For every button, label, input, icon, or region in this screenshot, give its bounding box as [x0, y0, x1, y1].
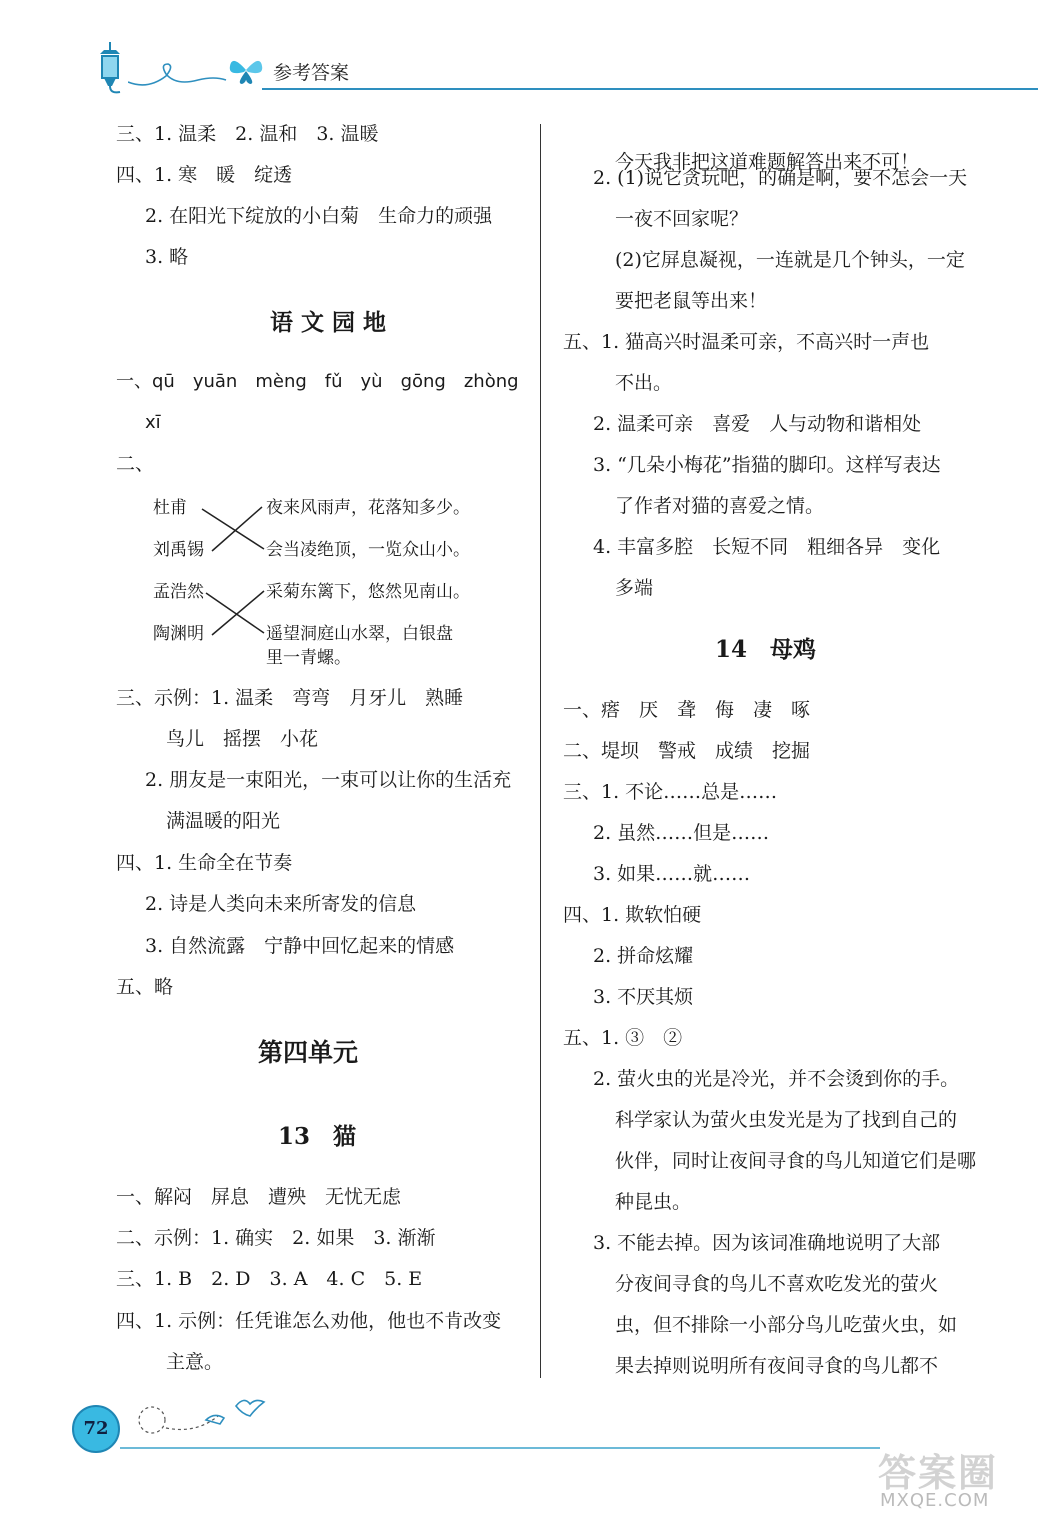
lesson-heading: 13 猫: [278, 1123, 357, 1150]
answer-line: 2. 朋友是一束阳光，一束可以让你的生活充: [145, 769, 512, 791]
answer-line: 鸟儿 摇摆 小花: [166, 728, 319, 750]
watermark: MXQE.COM: [880, 1490, 990, 1511]
poem-line: 里一青螺。: [266, 648, 351, 668]
poem-line: 夜来风雨声，花落知多少。: [266, 498, 470, 518]
answer-line: 3. “几朵小梅花”指猫的脚印。这样写表达: [593, 454, 941, 476]
page-number-badge: [72, 1405, 120, 1453]
poem-line: 会当凌绝顶，一览众山小。: [266, 540, 470, 560]
answer-line: (2)它屏息凝视，一连就是几个钟头，一定: [615, 249, 965, 271]
answer-line: 今天我非把这道难题解答出来不可！: [615, 151, 920, 173]
lesson-heading: 14 母鸡: [715, 636, 817, 663]
answer-line: 虫，但不排除一小部分鸟儿吃萤火虫，如: [615, 1314, 958, 1336]
header-title: 参考答案: [273, 62, 350, 84]
answer-line: 一、瘩 厌 聋 侮 凄 啄: [563, 699, 811, 721]
answer-line: 三、1. 不论……总是……: [563, 781, 778, 803]
poet-name: 杜甫: [153, 498, 187, 518]
bird-icon: [200, 1394, 270, 1428]
answer-line: 二、示例：1. 确实 2. 如果 3. 渐渐: [116, 1227, 436, 1249]
butterfly-icon: [226, 52, 266, 88]
poem-line: 采菊东篱下，悠然见南山。: [266, 582, 470, 602]
answer-line: 分夜间寻食的鸟儿不喜欢吃发光的萤火: [615, 1273, 939, 1295]
lantern-icon: [90, 40, 130, 96]
answer-line: 3. 自然流露 宁静中回忆起来的情感: [145, 935, 455, 957]
answer-line: 3. 如果……就……: [593, 863, 751, 885]
answer-line: 2. (1)说它贪玩吧，的确是啊，要不怎会一天: [593, 167, 968, 189]
answer-line: 四、1. 欺软怕硬: [563, 904, 702, 926]
watermark-logo: 答案圈: [878, 1451, 999, 1495]
answer-line: 一、qū yuān mèng fǔ yù gōng zhòng: [116, 371, 519, 392]
answer-line: 要把老鼠等出来！: [615, 290, 768, 312]
answer-line: 伙伴，同时让夜间寻食的鸟儿知道它们是哪: [615, 1150, 977, 1172]
answer-line: 二、堤坝 警戒 成绩 挖掘: [563, 740, 811, 762]
poem-line: 遥望洞庭山水翠，白银盘: [266, 624, 453, 644]
answer-line: 一、解闷 屏息 遭殃 无忧无虑: [116, 1186, 402, 1208]
answer-line: 2. 诗是人类向未来所寄发的信息: [145, 893, 417, 915]
answer-line: 3. 略: [145, 246, 189, 268]
answer-line: 种昆虫。: [615, 1191, 692, 1213]
answer-line: 四、1. 示例：任凭谁怎么劝他，他也不肯改变: [116, 1310, 502, 1332]
header-rule: [262, 88, 1038, 90]
answer-line: 三、1. 温柔 2. 温和 3. 温暖: [116, 123, 379, 145]
poet-name: 陶渊明: [153, 624, 204, 644]
answer-line: 一夜不回家呢？: [615, 208, 749, 230]
matching-lines: [190, 495, 270, 655]
answer-line: 五、1. 猫高兴时温柔可亲，不高兴时一声也: [563, 331, 930, 353]
poet-name: 孟浩然: [153, 582, 204, 602]
answer-line: 果去掉则说明所有夜间寻食的鸟儿都不: [615, 1355, 939, 1377]
header-swirl: [128, 60, 228, 90]
answer-line: 主意。: [166, 1351, 224, 1373]
answer-line: 2. 萤火虫的光是冷光，并不会烫到你的手。: [593, 1068, 960, 1090]
answer-line: 二、: [116, 453, 155, 475]
answer-line: xī: [145, 412, 161, 433]
answer-line: 五、略: [116, 976, 174, 998]
answer-line: 不出。: [615, 372, 673, 394]
answer-line: 多端: [615, 577, 654, 599]
answer-line: 3. 不能去掉。因为该词准确地说明了大部: [593, 1232, 941, 1254]
answer-line: 满温暖的阳光: [166, 810, 281, 832]
footer-rule: [120, 1447, 880, 1449]
unit-heading: 第四单元: [258, 1038, 359, 1067]
answer-line: 2. 在阳光下绽放的小白菊 生命力的顽强: [145, 205, 493, 227]
column-divider: [540, 124, 541, 1378]
answer-line: 了作者对猫的喜爱之情。: [615, 495, 825, 517]
answer-line: 科学家认为萤火虫发光是为了找到自己的: [615, 1109, 958, 1131]
answer-line: 2. 温柔可亲 喜爱 人与动物和谐相处: [593, 413, 922, 435]
answer-line: 三、1. B 2. D 3. A 4. C 5. E: [116, 1268, 423, 1290]
answer-line: 五、1. ③ ②: [563, 1027, 683, 1049]
page-number: 72: [83, 1418, 109, 1439]
section-heading: 语 文 园 地: [270, 309, 387, 336]
answer-line: 4. 丰富多腔 长短不同 粗细各异 变化: [593, 536, 941, 558]
answer-line: 三、示例：1. 温柔 弯弯 月牙儿 熟睡: [116, 687, 464, 709]
answer-line: 3. 不厌其烦: [593, 986, 694, 1008]
answer-line: 四、1. 生命全在节奏: [116, 852, 293, 874]
poet-name: 刘禹锡: [153, 540, 204, 560]
answer-line: 四、1. 寒 暖 绽透: [116, 164, 293, 186]
answer-line: 2. 拼命炫耀: [593, 945, 694, 967]
answer-line: 2. 虽然……但是……: [593, 822, 770, 844]
